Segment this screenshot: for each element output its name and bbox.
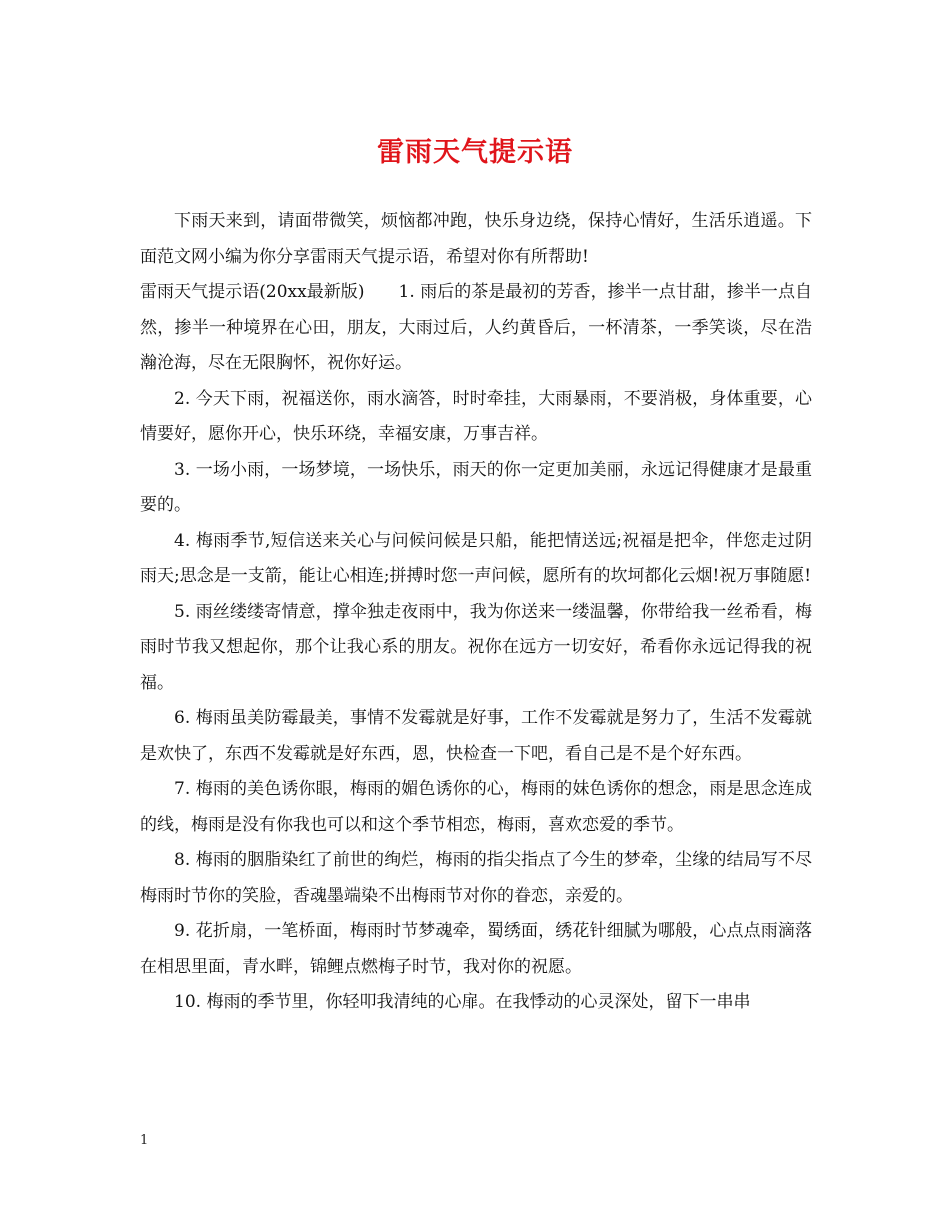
list-item: 5. 雨丝缕缕寄情意，撑伞独走夜雨中，我为你送来一缕温馨，你带给我一丝希看，梅雨时节我又想起你，那个让我心系的朋友。祝你在远方一切安好，希看你永远记得我的祝福。: [140, 601, 812, 693]
intro-paragraph: 下雨天来到，请面带微笑，烦恼都冲跑，快乐身边绕，保持心情好，生活乐逍遥。下面范文网小编为你分享雷雨天气提示语，希望对你有所帮助!: [140, 211, 812, 267]
document-body: [140, 204, 812, 1021]
heading-paragraph: 雷雨天气提示语(20xx最新版) 1. 雨后的茶是最初的芳香，掺半一点甘甜，掺半一点自然，掺半一种境界在心田，朋友，大雨过后，人约黄昏后，一杯清茶，一季笑谈，尽在浩瀚沧海，尽在无限胸怀，祝你好运。: [140, 282, 812, 373]
page-title: 雷雨天气提示语: [377, 137, 573, 168]
list-item: 9. 花折扇，一笔桥面，梅雨时节梦魂牵，蜀绣面，绣花针细腻为哪般，心点点雨滴落在相思里面，青水畔，锦鲤点燃梅子时节，我对你的祝愿。: [140, 921, 812, 977]
list-item: 10. 梅雨的季节里，你轻叩我清纯的心扉。在我悸动的心灵深处，留下一串串: [174, 992, 751, 1012]
page-number: 1: [140, 1133, 149, 1148]
list-item: 8. 梅雨的胭脂染红了前世的绚烂，梅雨的指尖指点了今生的梦牵，尘缘的结局写不尽梅雨时节你的笑脸，香魂墨端染不出梅雨节对你的眷恋，亲爱的。: [140, 850, 812, 906]
list-item: 7. 梅雨的美色诱你眼，梅雨的媚色诱你的心，梅雨的妹色诱你的想念，雨是思念连成的线，梅雨是没有你我也可以和这个季节相恋，梅雨，喜欢恋爱的季节。: [140, 779, 812, 835]
list-item: 3. 一场小雨，一场梦境，一场快乐，雨天的你一定更加美丽，永远记得健康才是最重要的。: [140, 459, 812, 515]
list-item: 2. 今天下雨，祝福送你，雨水滴答，时时牵挂，大雨暴雨，不要消极，身体重要，心情要好，愿你开心，快乐环绕，幸福安康，万事吉祥。: [140, 388, 812, 444]
list-item: 6. 梅雨虽美防霉最美，事情不发霉就是好事，工作不发霉就是努力了，生活不发霉就是欢快了，东西不发霉就是好东西，恩，快检查一下吧，看自己是不是个好东西。: [140, 708, 812, 764]
list-item: 4. 梅雨季节,短信送来关心与问候问候是只船，能把情送远;祝福是把伞，伴您走过阴雨天;思念是一支箭，能让心相连;拼搏时您一声问候，愿所有的坎坷都化云烟!祝万事随愿!: [140, 530, 812, 586]
